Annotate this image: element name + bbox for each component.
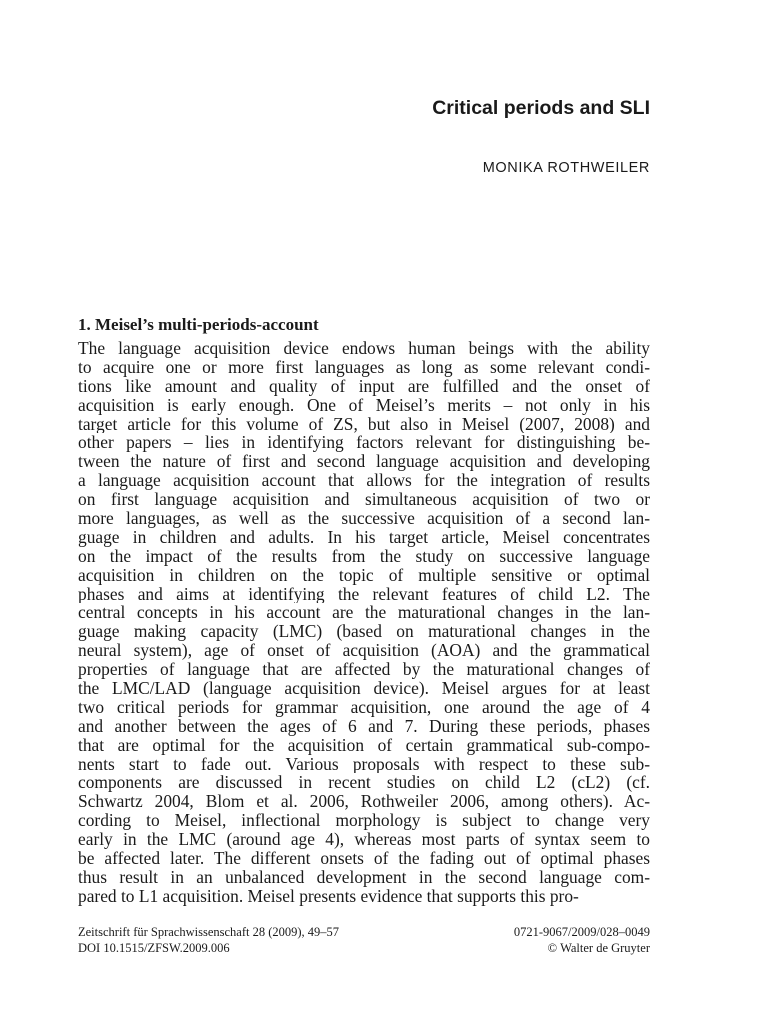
body-line: and another between the ages of 6 and 7. During these periods, phases	[78, 716, 650, 736]
body-line: acquisition in children on the topic of multiple sensitive or optimal	[78, 565, 650, 585]
body-line: The language acquisition device endows human beings with the ability	[78, 339, 650, 358]
body-line: other papers – lies in identifying factors relevant for distinguishing be-	[78, 433, 650, 453]
body-line: a language acquisition account that allows for the integration of results	[78, 471, 650, 491]
body-line: thus result in an unbalanced development in the second language com-	[78, 867, 650, 887]
body-line: central concepts in his account are the maturational changes in the lan-	[78, 603, 650, 623]
body-line: to acquire one or more first languages as long as some relevant condi-	[78, 357, 650, 377]
body-line: properties of language that are affected by the maturational changes of	[78, 660, 650, 680]
body-line: acquisition is early enough. One of Meisel’s merits – not only in his	[78, 395, 650, 415]
body-line: the LMC/LAD (language acquisition device). Meisel argues for at least	[78, 679, 650, 698]
page-footer	[78, 925, 650, 956]
body-line: early in the LMC (around age 4), whereas most parts of syntax seem to	[78, 830, 650, 850]
body-line: guage in children and adults. In his target article, Meisel concentrates	[78, 527, 650, 547]
issn-code: 0721-9067/2009/028–0049	[513, 925, 650, 939]
body-line: phases and aims at identifying the relevant features of child L2. The	[78, 584, 650, 604]
body-line: tween the nature of first and second language acquisition and developing	[78, 452, 650, 472]
body-line: target article for this volume of ZS, but also in Meisel (2007, 2008) and	[78, 414, 650, 434]
body-line: cording to Meisel, inflectional morphology is subject to change very	[78, 811, 650, 831]
body-line: tions like amount and quality of input are fulfilled and the onset of	[78, 376, 650, 396]
body-line: pared to L1 acquisition. Meisel presents evidence that supports this pro-	[78, 886, 579, 906]
body-line: nents start to fade out. Various proposals with respect to these sub-	[78, 754, 650, 774]
section-heading: 1. Meisel’s multi-periods-account	[78, 315, 319, 334]
body-line: on the impact of the results from the study on successive language	[78, 546, 650, 566]
journal-citation: Zeitschrift für Sprachwissenschaft 28 (2009), 49–57	[78, 925, 340, 939]
body-line: components are discussed in recent studies on child L2 (cL2) (cf.	[78, 773, 650, 793]
publisher-copyright: © Walter de Gruyter	[547, 940, 650, 955]
body-line: that are optimal for the acquisition of certain grammatical sub-compo-	[78, 735, 650, 755]
body-line: more languages, as well as the successive acquisition of a second lan-	[78, 509, 650, 528]
body-line: be affected later. The different onsets of the fading out of optimal phases	[78, 849, 650, 868]
body-line: guage making capacity (LMC) (based on maturational changes in the	[78, 622, 650, 642]
body-line: two critical periods for grammar acquisition, one around the age of 4	[78, 697, 650, 717]
body-line: on first language acquisition and simultaneous acquisition of two or	[78, 490, 650, 510]
article-title: Critical periods and SLI	[432, 97, 650, 119]
body-text	[78, 339, 650, 906]
body-line: neural system), age of onset of acquisition (AOA) and the grammatical	[78, 641, 650, 661]
body-line: Schwartz 2004, Blom et al. 2006, Rothweiler 2006, among others). Ac-	[78, 792, 650, 812]
doi-text: DOI 10.1515/ZFSW.2009.006	[78, 940, 230, 955]
article-author: MONIKA ROTHWEILER	[482, 160, 650, 176]
